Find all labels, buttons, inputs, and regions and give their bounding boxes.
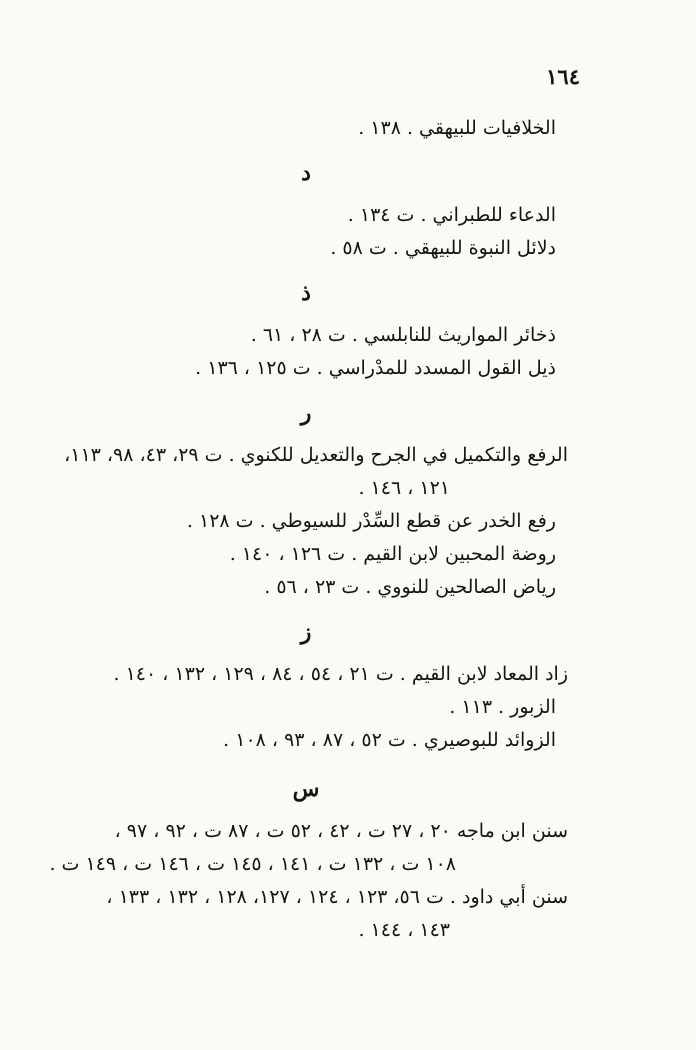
section-letter: د [301,160,311,186]
section-letter: ذ [301,280,311,306]
page-number: ١٦٤ [546,64,580,89]
index-entry-continuation: ١٠٨ ت ، ١٣٢ ت ، ١٤١ ، ١٤٥ ت ، ١٤٦ ت ، ١٤٩ ت . [49,853,456,875]
section-letter: ر [300,400,312,426]
index-entry: دلائل النبوة للبيهقي . ت ٥٨ . [330,237,556,259]
index-entry: الخلافيات للبيهقي . ١٣٨ . [358,117,556,139]
index-entry: ذيل القول المسدد للمدْراسي . ت ١٢٥ ، ١٣٦ . [195,357,556,379]
index-entry: سنن أبي داود . ت ٥٦، ١٢٣ ، ١٢٤ ، ١٢٧، ١٢٨ ، ١٣٢ ، ١٣٣ ، [106,886,568,908]
index-list [49,112,568,947]
index-entry: رفع الخدر عن قطع السِّدْر للسيوطي . ت ١٢٨ . [186,510,556,532]
index-entry: الرفع والتكميل في الجرح والتعديل للكنوي . ت ٢٩، ٤٣، ٩٨، ١١٣، [64,444,568,466]
section-letter: ز [300,619,312,645]
section-letter: س [292,776,320,802]
index-entry-continuation: ١٤٣ ، ١٤٤ . [358,919,450,941]
index-entry: الزبور . ١١٣ . [449,696,556,718]
index-entry: زاد المعاد لابن القيم . ت ٢١ ، ٥٤ ، ٨٤ ، ١٢٩ ، ١٣٢ ، ١٤٠ . [113,663,568,685]
index-entry: رياض الصالحين للنووي . ت ٢٣ ، ٥٦ . [264,576,556,598]
index-entry-continuation: ١٢١ ، ١٤٦ . [358,477,450,499]
index-entry: روضة المحبين لابن القيم . ت ١٢٦ ، ١٤٠ . [229,543,556,565]
index-entry: الدعاء للطبراني . ت ١٣٤ . [347,204,556,226]
index-entry: الزوائد للبوصيري . ت ٥٢ ، ٨٧ ، ٩٣ ، ١٠٨ . [223,729,556,751]
index-entry: ذخائر المواريث للنابلسي . ت ٢٨ ، ٦١ . [250,324,556,346]
index-entry: سنن ابن ماجه ٢٠ ، ٢٧ ت ، ٤٢ ، ٥٢ ت ، ٨٧ ت ، ٩٢ ، ٩٧ ، [114,820,568,842]
